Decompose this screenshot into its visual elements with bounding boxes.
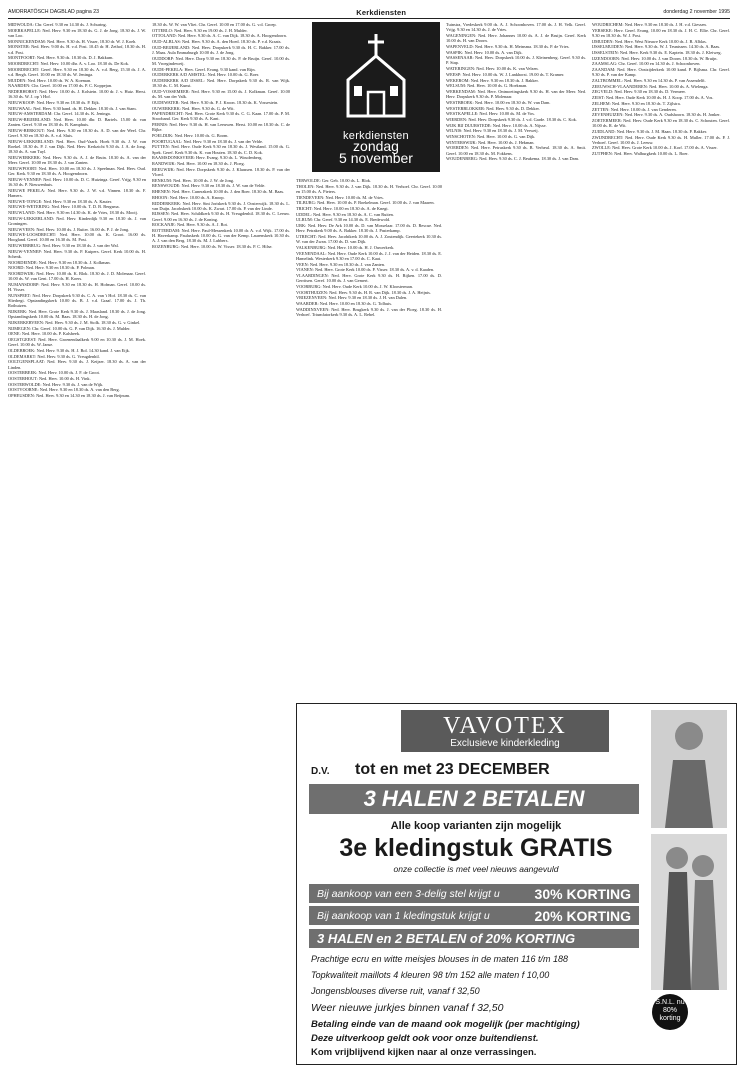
church-listing: URK: Ned. Herv. De Ark 10.00 ds. D. van Mosselaar. 17.00 ds. D. Rescue. Ned. Herv. Petrakerk 9.00 ds. A. Bakker. 18.30 ds. J. Pasterkamp. [296,223,442,234]
snl-badge: S.N.L. nu 80% korting [652,994,688,1030]
church-listing: ZOETERMEER: Ned. Herv. Oude Kerk 9.30 en 18.30 ds. C. Schouten. Geref. 10.00 ds. R. de Wit. [592,117,730,129]
church-listing: NIJKERK: Ned. Herv. Grote Kerk 9.30 ds. J. Maasland. 18.30 ds. J. de Jong. Opstandingskerk 10.00 ds. M. Baas. 18.30 ds. H. de Jong. [8,309,146,320]
church-listing: OOLTGENSPLAAT: Ned. Herv. 9.30 ds. J. Keijzer. 18.30 ds. A. van der Linden. [8,359,146,370]
church-listing: NEDERHORST: Ned. Herv. 10.00 ds. J. Kolstein. 10.00 dr. J. v. Huiz. Herst. 16.30 ds. W. J. op 't Hof. [8,88,146,100]
offer-sub: Alle koop varianten zijn mogelijk [390,820,562,832]
church-listing: WAGENINGEN: Ned. Herv. Johannes 10.00 ds. A. J. de Bruijn. Geref. Kerk 10.00 ds. H. van Doorn. [446,32,586,44]
church-listing: OENE: Ned. Herv. 10.00 ds. P. Kalsbeek. [8,331,81,337]
church-listing: VIANEN: Ned. Herv. Grote Kerk 10.00 ds. P. Visser. 18.30 ds. A. v. d. Kaaden. [296,267,435,273]
church-listing: WEESP: Ned. Herv. 10.00 ds. W. J. Lankhorst. 19.00 ds. T. Kramer. [446,71,565,77]
church-listing: RENSWOUDE: Ned. Herv. 9.30 en 18.30 ds. J. W. van de Velde. [152,183,266,189]
church-listing: MOERKAPELLE: Ned. Herv. 9.30 en 18.30 ds. G. J. de Jong. 18.30 ds. J. W. van Loo. [8,27,146,38]
church-listing: POORTUGAAL: Ned. Herv. 9.30 en 18.30 ds. J. van der Velde. [152,138,263,144]
church-listing: TIENDEVEEN: Ned. Herv. 10.00 ds. M. de Vries. [296,194,384,200]
church-listing: NIEUWERKERK: Ned. Herv. 9.30 ds. A. J. de Bruin. 18.30 ds. A. van der Meer. Geref. 10.00 en 18.30 ds. J. van Zanten. [8,154,146,166]
header-date: donderdag 2 november 1995 [663,9,730,15]
church-listing: VEEN: Ned. Herv. 9.30 en 18.30 ds. J. van Zanten. [296,261,385,267]
church-listing: NAARDEN: Chr. Geref. 10.00 en 17.00 ds. P. C. Koppejan. [8,83,113,89]
church-listing: IJMUIDEN: Ned. Herv. West Nieuwe Kerk 10.00 ds. J. B. Alblas. [592,38,707,44]
church-listing: WOUDRICHEM: Ned. Herv. 9.30 en 18.30 ds. J. H. v.d. Giessen. [592,22,707,27]
church-listing: NIEUW-LEKKERLAND: Ned. Herv. Kinderdijk 9.30 en 18.30 ds. J. van Groningen. [8,215,146,226]
church-listing: ZETTEN: Ned. Herv. 10.00 ds. J. van Genderen. [592,106,677,112]
church-listing: ROZENBURG: Ned. Herv. 10.00 ds. W. Visser. 18.30 ds. P. C. Hilse. [152,244,273,250]
church-listing: WESTKAPELLE: Ned. Herv. 10.00 ds. M. de Vos. [446,111,535,117]
church-listing: WATERINGEN: Ned. Herv. 10.00 ds. K. van Velzen. [446,66,539,72]
church-listing: UDDEL: Ned. Herv. 9.30 en 18.30 ds. A. C. van Ruiten. [296,211,394,217]
church-listing: MONNICKENDAM: Ned. Herv. 9.30 ds. H. Visser, 18.30 dr. W. J. Koeh. [8,38,137,44]
church-listing: IJSSELMUIDEN: Ned. Herv. 9.30 ds. W. J. Teunissen. 14.30 ds. A. Baas. [592,44,721,50]
church-listing: OUDE-PEKELA: Herv. Geref. Evang. 9.30 kand. van Rijn. [152,66,256,72]
church-listing: VALKENBURG: Ned. Herv. 10.00 ds. H. J. Ouwerkerk. [296,244,395,250]
ad-line-blouses: Prachtige ecru en witte meisjes blouses in de maten 116 t/m 188 [311,954,568,964]
church-listing: NIEUWE-WETERING: Ned. Herv. 10.00 ds. T. D. B. Bergsma. [8,204,120,210]
column-5 [592,22,730,702]
column-1 [8,22,146,1062]
church-listing: ZALTBOMMEL: Ned. Herv. 9.30 en 14.30 ds. P. van Assendelft. [592,78,706,84]
church-listing: ZWIJNDRECHT: Ned. Herv. Oude Kerk 9.30 ds. H. Muller. 17.00 ds. P. J. Verhoef. Geref. 10.00 ds. J. Leeuw. [592,134,730,145]
church-listing: MONTFOORT: Ned. Herv. 9.30 ds. 18.30 ds. D. J. Bakkum. [8,55,114,61]
church-listing: MIDWOLDA: Chr. Geref. 9.30 en 14.30 ds. J. Schuring. [8,22,107,27]
church-listing: NUNSPEET: Ned. Herv. Dorpskerk 9.30 ds. C. A. van 't Hof. 18.30 ds. C. van Sliedregt. Opstandingskerk 10.00 ds. B. J. v.d. Graaf. 17.00 ds. J. Th. Rothuizen. [8,292,146,309]
banner-date: 5 november [339,150,413,166]
church-listing: RAAMSDONKSVEER: Herv. Evang. 9.30 ds. L. Woudenberg. [152,155,263,161]
church-listing: IJSSELSTEIN: Ned. Herv. Kerk 9.30 ds. E. Kaptein. 18.30 ds. J. Kleiweg. [592,50,722,56]
discount-row-2 [309,906,639,925]
church-listing: NIEUWVEEN: Ned. Herv. 10.00 ds. J. Ruiter. 16.00 ds. P. J. de Jong. [8,226,130,232]
church-listing: PAPENDRECHT: Ned. Herv. Grote Kerk 9.30 ds. C. G. Kaan. 17.00 ds. P. M. Strooband. Ger. Kerk 9.30 ds. A. Kant. [152,111,290,122]
row2-text: Bij aankoop van 1 kledingstuk krijgt u [317,909,490,922]
church-listing: OOSTVOORNE: Ned. Herv. 9.30 en 18.30 ds. A. van den Berg. [8,387,120,393]
church-listing: WIERDEN: Ned. Herv. Dorpskerk 9.30 ds. J. v.d. Garde. 18.30 ds. C. Kok. [446,116,577,122]
church-listing: VEENENDAAL: Ned. Herv. Oude Kerk 10.00 ds. J. J. van der Heiden. 18.30 ds. E. Hamelink. Westerkerk 9.30 en 17.00 ds. C. Kaat. [296,250,442,261]
church-listing: TERWOLDE: Ger. Geb. 10.00 ds. L. Blok. [296,178,372,183]
church-listing: MOORDRECHT: Ned. Herv. 10.00 dhr. A. v. Loo. 18.30 ds. De Kok. [8,60,129,66]
church-listing: POELDIJK: Ned. Herv. 10.00 ds. G. Boom. [152,133,229,139]
church-listing: ZAANDAM: Ned. Herv. Oostzijderkerk 10.00 kand. P. Bijlsma. Chr. Geref. 9.30 ds. P. van der Kamp. [592,67,730,78]
discount-row-3 [309,929,639,948]
church-listing: WERKENDAM: Ned. Herv. Ontmoetingskerk 9.30 ds. H. van der Meer. Ned. Herv. Dorpskerk 9.30 ds. P. Molenaar. [446,88,586,100]
church-listing: OUDERKERK A/D AMSTEL: Ned. Herv. 10.00 ds. G. Boer. [152,72,260,78]
church-listing: WASPIK: Ned. Herv. 10.00 ds. A. van Dijk. [446,49,523,55]
church-listing: ZAAMSLAG: Chr. Geref. 10.00 en 14.30 ds. J. Schoonhoven. [592,61,701,67]
church-listing: WOUDENBERG: Ned. Herv. 9.30 ds. C. J. Beukema. 18.30 ds. J. van Dam. [446,156,580,162]
row2-pct: 20% KORTING [534,907,631,924]
church-listing: VLAARDINGEN: Ned. Herv. Grote Kerk 9.30 ds. H. Rijken. 17.00 ds. D. Gerritsen. Geref. 10.00 ds. J. van Gemert. [296,272,442,284]
ad-line-buitendienst: Deze uitverkoop geldt ook voor onze buitendienst. [311,1033,539,1044]
church-listing: WIJK BIJ DUURSTEDE: Ned. Herv. 10.00 ds. A. Nijsse. [446,122,547,128]
church-listing: NIJMEGEN: Chr. Geref. 10.00 ds. G. P. van Dijk. 16.30 ds. J. Mulder. [8,325,131,331]
church-listing: WELSUM: Ned. Herv. 10.00 ds. G. Hoekman. [446,83,528,89]
ad-line-betaling: Betaling einde van de maand ook mogelijk (per machtiging) [311,1019,580,1030]
ad-line-jurkjes: Weer nieuwe jurkjes binnen vanaf f 32,50 [311,1002,504,1014]
church-listing: OUD-ALBLAS: Ned. Herv. 9.30 ds. A. den Hoed. 18.30 ds. P. v.d. Kraats. [152,39,282,45]
church-listing: ZUIDLAND: Ned. Herv. 9.30 ds. J. M. Haan. 18.30 ds. P. Bakker. [592,128,708,134]
logo-brand: VAVOTEX [443,713,567,739]
row3-text: 3 HALEN en 2 BETALEN of 20% KORTING [317,931,576,946]
ad-line-kijken: Kom vrijblijvend kijken naar al onze verrassingen. [311,1047,537,1058]
church-listing: WINTERSWIJK: Ned. Herv. 10.00 ds. J. Hekman. [446,139,535,145]
church-listing: VOORTHUIZEN: Ned. Herv. 9.30 ds. H. R. van Dijk. 18.30 ds. J. A. Heijnis. [296,289,431,295]
church-listing: ZEVENHUIZEN: Ned. Herv. 9.30 ds. A. Oudshoorn. 18.30 ds. H. Jonker. [592,112,721,118]
church-listing: RIDDERKERK: Ned. Herv. Sint Joriskerk 9.30 ds. J. Oosterwijk. 18.30 ds. L. van Duijn. Jacobskerk 10.00 ds. K. Zwart. 17.00 ds. P. van der Linde. [152,200,290,211]
church-listing: NIEUWE-TONGE: Ned. Herv. 9.30 en 18.30 ds. A. Kauter. [8,198,112,204]
church-listing: NIEUWPOORT: Ned. Herv. 10.00 en 18.30 ds. J. Speelman. Ned. Herv. Oud. Ger. Kerk. 9.30 en 18.30 ds. A. Hoogendoorn. [8,165,146,176]
church-listing: OOSTERWOLDE: Ned. Herv. 9.30 ds. J. van de Wijk. [8,381,104,387]
church-listing: ZEGVELD: Ned. Herv. 9.30 en 18.30 ds. D. Vermeer. [592,89,686,95]
church-listing: PERNIS: Ned. Herv. 9.30 ds. H. van Leeuwen. Herst. 10.00 en 18.30 ds. C. de Rijke. [152,122,290,133]
row1-text: Bij aankoop van een 3-delig stel krijgt u [317,887,500,900]
church-listing: WINSCHOTEN: Ned. Herv. 10.00 ds. G. van Dijk. [446,134,536,140]
vavotex-advertisement [296,703,737,1065]
church-listing: NIEUW-VENNEP: Ned. Herv. 10.00 ds. D. C. Huizinga. Geref. Vrijg. 9.30 en 16.30 ds. P. Nieuwenhuis. [8,176,146,187]
church-listing: WILNIS: Ned. Herv. 9.30 en 18.30 ds. J. M. Verweij. [446,128,539,134]
column-2 [152,22,290,1062]
church-listing: OUDERKERK A/D IJSSEL: Ned. Herv. Dorpskerk 9.30 ds. R. van Wijk. 18.30 ds. C. M. Kunst. [152,78,290,89]
church-listing: ZELHEM: Ned. Herv. 9.30 en 18.30 ds. T. Zijlstra. [592,100,681,106]
church-listing: OTTOLAND: Ned. Herv. 9.30 ds. A. C. van Dijk. 18.30 ds. A. Hoogendoorn. [152,33,287,39]
church-listing: RHOON: Ned. Herv. 10.00 ds. A. Knoop. [152,194,225,200]
church-listing: NIEUW-AMSTERDAM: Chr. Geref. 14.30 ds. K. Jeninga. [8,111,111,117]
banner-day: zondag [353,138,399,154]
ad-dv: D.V. [311,766,330,777]
church-listing: UTRECHT: Ned. Herv. Jacobikerk 10.00 ds. A. J. Zoutendijk. Geertekerk 10.30 ds. W. van der Zwan. 17.00 ds. D. van Dijk. [296,234,442,245]
ad-line-maillots: Topkwaliteit maillots 4 kleuren 98 t/m 152 alle maten f 10,00 [311,970,550,980]
section-title: Kerkdiensten [356,7,407,17]
church-listing: VRIEZENVEEN: Ned. Herv. 9.30 en 18.30 ds. J. H. van Dalen. [296,295,408,301]
church-listing: OUD-VOSSEMEER: Ned. Herv. 9.30 en 15.00 ds. J. Kolkman. Geref. 10.00 ds. M. van der Valk. [152,88,290,100]
church-listing: YERSEKE: Herv. Geref. Evang. 10.00 en 18.30 ds. J. H. C. Ellie. Chr. Geref. 9.30 en 18.30 ds. W. J. Post. [592,27,730,38]
church-listing: WAARDER: Ned. Herv. 10.00 en 18.30 ds. G. Tolhuis. [296,300,392,306]
church-listing: RHENEN: Ned. Herv. Cunerakerk 10.00 ds. J. den Boer. 18.30 ds. M. Baas. [152,189,285,195]
church-listing: REEUWIJK: Ned. Herv. Dorpskerk 9.30 ds. J. Klaassen. 18.30 ds. P. van der Vloed. [152,166,290,177]
church-listing: NIEUW-BEIJERLAND: Ned. Herv. 10.00 dhr. D. Bartels. 15.00 dr. van Zanten. Geref. 9.30 en 18.30 ds. B. Kamphuis. [8,116,146,128]
banner-subtitle [312,140,440,164]
vavotex-logo [401,710,609,752]
offer-main: 3 HALEN 2 BETALEN [309,784,639,814]
church-listing: WOERDEN: Ned. Herv. Petruskerk 9.30 ds. B. Verheul. 18.30 ds. A. Smit. Geref. 10.00 en 18.30 ds. M. Fokkens. [446,145,586,156]
discount-row-1 [309,884,639,903]
church-listing: NIEUW-VENNEP: Ned. Herv. 9.30 ds. P. Kuipers. Geref. Kerk 10.00 ds. H. Schenk. [8,248,146,260]
church-listing: NOORDEINDE: Ned. Herv. 9.30 en 18.30 ds. J. Kolkman. [8,259,111,265]
church-listing: NIEUWKOOP: Ned. Herv. 9.30 en 18.30 ds. P. Eijk. [8,99,100,105]
kerkdiensten-banner [312,22,440,172]
church-listing: WESTBROEK: Ned. Herv. 10.00 en 18.30 ds. W. van Dam. [446,99,551,105]
church-listing: ULRUM: Chr. Geref. 9.30 en 14.30 ds. E. Bredewold. [296,217,391,223]
church-listing: NIEUWAAL: Ned. Herv. 9.30 hand. ds. H. Dekker. 18.30 ds. J. van Stam. [8,105,137,111]
church-listing: NIEUW-BERKOUT: Ned. Herv. 9.30 en 18.30 ds. A. D. van der Weel. Chr. Geref. 9.30 en 18.30 ds. A. v.d. Sluis. [8,127,146,139]
ad-until: tot en met 23 DECEMBER [355,761,550,778]
church-listing: NOORDWIJK: Ned. Herv. 10.00 ds. K. Blok. 18.30 ds. J. D. Molenaar. Geref. 10.00 ds. W. van Gent. 17.00 ds. H. Koers. [8,271,146,282]
church-icon [318,30,434,122]
column-3 [296,178,442,698]
church-listing: OTTERLO: Ned. Herv. 9.30 en 19.00 ds. J. H. Mulder. [152,27,248,33]
column-4 [446,22,586,702]
church-listing: RANDWIJK: Ned. Herv. 10.00 en 18.30 ds. J. Ploeg. [152,161,245,167]
church-listing: ZEIST: Ned. Herv. Oude Kerk 10.00 ds. H. J. Koop. 17.00 ds. A. Vos. [592,95,714,101]
church-listing: Tuinstra, Vredeskerk 9.00 ds. A. J. Schoonhoven. 17.00 ds. J. H. Velk. Geref. Vrijg. 9.30 en 14.30 ds. J. de Vries. [446,22,586,33]
page-header [8,6,730,19]
church-listing: ZWOLLE: Ned. Herv. Grote Kerk 10.00 ds. J. Korf. 17.00 ds. A. Visser. [592,145,718,151]
church-listing: ROCKANJE: Ned. Herv. 9.30 ds. A. J. Rot. [152,222,228,228]
church-listing: NIEUWE PEKELA: Ned. Herv. 9.30 ds. J. W. v.d. Vinnen. 18.30 ds. F. Hamers. [8,187,146,198]
church-listing: WEKEROM: Ned. Herv. 9.30 en 18.30 ds. J. Bakker. [446,77,539,83]
church-listing: WASSENAAR: Ned. Herv. Dorpskerk 10.00 ds. J. Kleinenberg. Geref. 9.30 ds. P. Stap. [446,55,586,66]
offer-note: onze collectie is met veel nieuws aangevuld [393,864,559,874]
church-listing: OPHEUSDEN: Ned. Herv. 9.30 en 14.30 en 18.30 ds. J. van Beijnum. [8,393,131,399]
header-left: AMORRATÖSCH DAGBLAD pagina 23 [8,9,100,15]
church-listing: PUTTEN: Ned. Herv. Oude Kerk 9.30 en 18.30 ds. J. Westland. 15.00 ds. G. Spek. Geref. Kerk 9.30 ds. K. van Houten. 18.30 ds. C. D. Kok. [152,144,290,155]
church-listing: TRICHT: Ned. Herv. 10.00 en 18.30 ds. A. de Knegt. [296,206,389,212]
church-listing: MONSTER: Ned. Herv. 9.00 ds. H. v.d. Post. 10.45 dr. H. Zethof, 18.30 ds. H. v.d. Post. [8,44,146,55]
church-listing: TILBURG: Ned. Herv. 10.00 ds. P. Boekelman. Geref. 10.00 ds. J. van Maaren. [296,200,435,206]
church-listing: ROTTERDAM: Ned. Herv. Paul-Messenkerk 10.00 dr. A. v.d. Wijk. 17.00 ds. H. Haverkamp. Pauluskerk 10.00 ds. G. van der Kemp. Laurenskerk 10.30 ds. A. J. van den Berg. 18.30 ds. M. J. Lubbers. [152,228,290,244]
church-listing: OOSTERHOUT: Ned. Herv. 10.00 ds. H. Vink. [8,376,91,381]
church-listing: NIEUW-LEKKERLAND: Ned. Herv. Oud-Vaarb. Hoek 9.30 ds. J. W. van Roekel. 18.30 ds. P. J. van Dijk. Ned. Herv. Kerkzicht 9.30 ds. J. A. de Jong. 18.30 ds. A. van Tuyl. [8,138,146,155]
church-listing: NIEUWERBRUG: Ned. Herv. 9.30 en 18.30 ds. J. van der Wal. [8,243,119,249]
row1-pct: 30% KORTING [534,885,631,902]
church-listing: OLDEMARKT: Ned. Herv. 9.30 ds. G. Vreugdenhil. [8,353,100,359]
church-listing: VOORBURG: Ned. Herv. Oude Kerk 10.00 ds. J. W. Kloosterman. [296,283,413,289]
church-listing: RENKUM: Ned. Herv. 10.00 ds. J. W. de Jong. [152,177,235,183]
church-listing: NUMANSDORP: Ned. Herv. 9.30 en 18.30 ds. H. Hofman. Geref. 10.00 ds. H. Visser. [8,282,146,293]
church-listing: NOORD: Ned. Herv. 9.30 en 18.30 ds. P. Polman. [8,265,95,271]
logo-tagline: Exclusieve kinderkleding [450,738,560,749]
church-listing: MUIDEN: Ned. Herv. 10.00 ds. W. A. Koeman. [8,77,92,83]
church-listing: OUD-BEIJERLAND: Ned. Herv. Dorpskerk 9.30 ds. H. C. Bakker. 17.00 ds. J. Maas. Aula Emmaburgh 10.00 ds. J. de Jong. [152,44,290,56]
church-listing: ZEEUWSCH-VLAANDEREN: Ned. Herv. 10.00 ds. A. Wielenga. [592,83,709,89]
church-listing: 18.30 ds. W. W. van Vliet. Chr. Geref. 10.00 en 17.00 ds. G. v.d. Groep. [152,22,277,27]
church-listing: MOORDRECHT: Geref. Herv. 9.30 en 18.30 ds. A. v.d. Berg, 15.30 ds. J. A. v.d. Bergh. Geref. 10.00 en 18.30 ds. W. Jeninga. [8,66,146,77]
church-listing: OUDEWATER: Ned. Herv. 9.30 ds. P. J. Kroon. 18.30 ds. K. Vossestein. [152,99,279,105]
ad-line-jongens: Jongensblouses diverse ruit, vanaf f 32,50 [311,986,480,996]
church-listing: WAPENVELD: Ned. Herv. 9.30 ds. H. Meinsma. 18.30 ds. P. de Vries. [446,43,570,49]
church-listing: OEGSTGEEST: Ned. Herv. Groenendaalkerk 9.00 en 10.30 ds. J. M. Hoek. Geref. 10.00 ds. W. Janse. [8,337,146,348]
church-listing: NIJKERKERVEEN: Ned. Herv. 9.30 ds. J. M. Stolk. 18.30 ds. G. v. Ginkel. [8,319,141,325]
church-listing: NIEUWE-LOOSDRECHT: Ned. Herv. 10.00 ds. K. Groot. 16.00 ds. Hoogland. Geref. 10.00 en 16.30 ds. M. Post. [8,232,146,243]
church-listing: NIEUWLAND: Ned. Herv. 9.30 en 14.30 ds. K. de Vries, 18.30 ds. Mooij. [8,209,138,215]
church-listing: OUDDORP: Ned. Herv. Dorp 9.30 en 18.30 ds. P. de Bruijn. Geref. 10.00 ds. M. Vroegindeweij. [152,55,290,66]
church-listing: IJZENDOORN: Ned. Herv. 10.00 ds. J. van Doorn. 18.30 ds. W. Bruijn. [592,55,718,61]
church-listing: ZUTPHEN: Ned. Herv. Walburgkerk 10.00 ds. L. Boer. [592,151,689,157]
church-listing: WESTERBLOKKER: Ned. Herv. 9.30 ds. D. Dekker. [446,105,540,111]
church-listing: OLDEBROEK: Ned. Herv. 9.30 ds. H. J. Bol. 14.30 kand. J. van Eijk. [8,347,130,353]
banner-title: kerkdiensten [343,130,409,142]
church-listing: WADDINXVEEN: Ned. Herv. Brugkerk 9.30 ds. J. van der Ploeg. 18.30 ds. H. Verhoef. Triumfatorkerk 9.30 ds. A. L. Rebel. [296,306,442,317]
church-listing: RIJSSEN: Ned. Herv. Schildkerk 9.30 ds. H. Vreugdenhil. 18.30 ds. C. Leeuw. Geref. 9.00 en 16.30 ds. J. de Koning. [152,211,290,222]
church-listing: OUWERKERK: Ned. Herv. 9.30 ds. G. de Wit. [152,105,235,111]
church-listing: OOSTERBEEK: Ned. Herv. 10.00 ds. J. F. de Groot. [8,370,100,376]
church-listing: THOLEN: Ned. Herv. 9.30 ds. J. van Dijk. 18.30 ds. H. Verhoef. Chr. Geref. 10.00 en 15.00 ds. A. Pieters. [296,183,442,194]
offer-big: 3e kledingstuk GRATIS [339,834,613,862]
